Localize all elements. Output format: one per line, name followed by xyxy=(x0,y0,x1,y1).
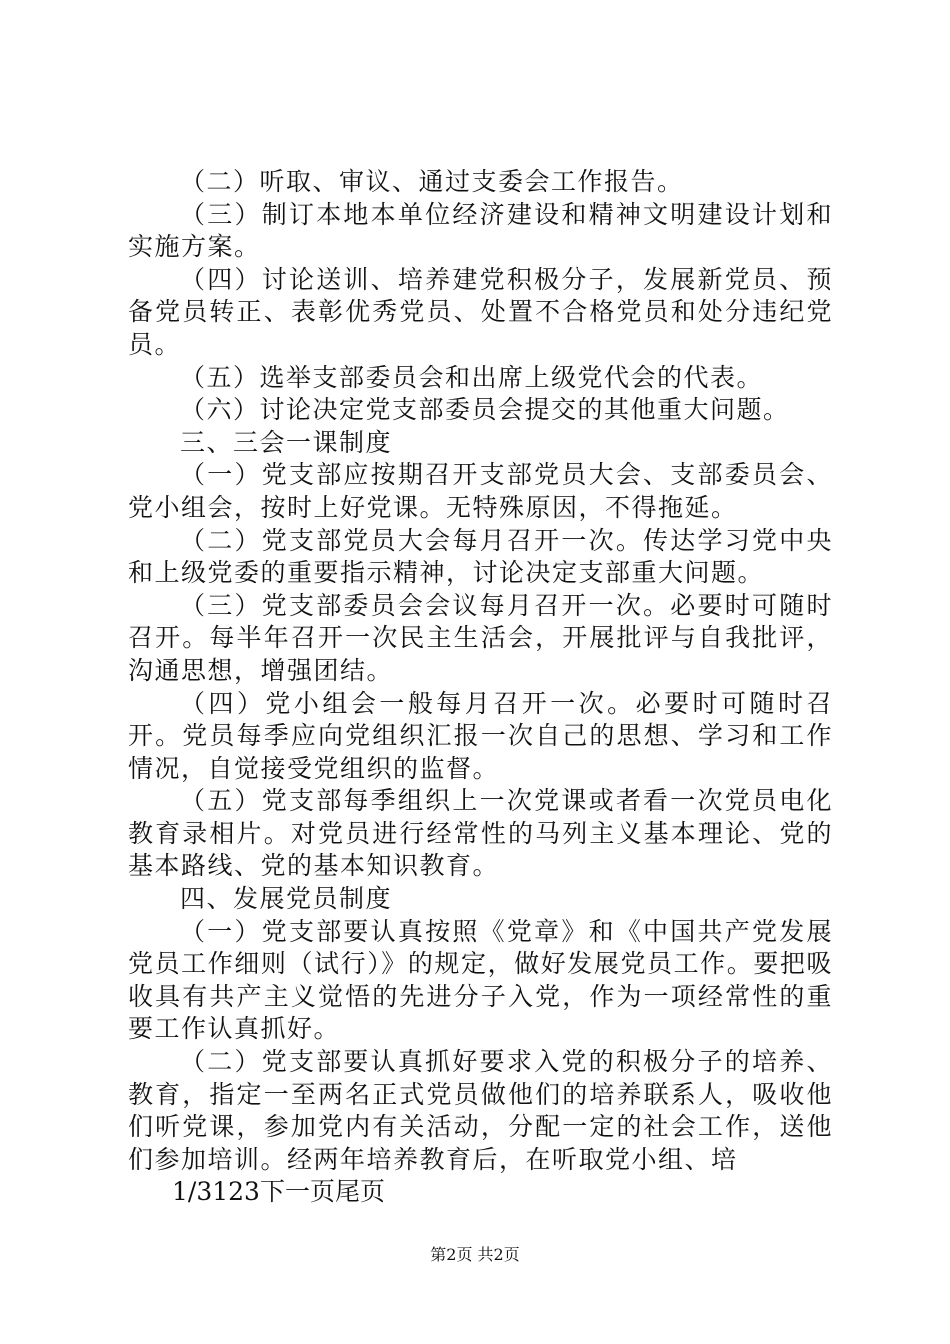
paragraph: （一）党支部应按期召开支部党员大会、支部委员会、党小组会，按时上好党课。无特殊原因，不得拖延。 xyxy=(128,460,833,522)
section-heading: 三、三会一课制度 xyxy=(180,427,393,457)
paragraph: （三）制订本地本单位经济建设和精神文明建设计划和实施方案。 xyxy=(128,199,833,262)
paragraph: （二）党支部要认真抓好要求入党的积极分子的培养、教育，指定一至两名正式党员做他们的培养联系人，吸收他们听党课，参加党内有关活动，分配一定的社会工作，送他们参加培训。经两年培养教育后，在听取党小组、培 xyxy=(128,1047,833,1174)
paragraph: （五）选举支部委员会和出席上级党代会的代表。 xyxy=(180,362,764,392)
paragraph: （五）党支部每季组织上一次党课或者看一次党员电化教育录相片。对党员进行经常性的马列主义基本理论、党的基本路线、党的基本知识教育。 xyxy=(128,786,833,881)
document-body xyxy=(128,166,833,1209)
paragraph: （三）党支部委员会会议每月召开一次。必要时可随时召开。每半年召开一次民主生活会，开展批评与自我批评，沟通思想，增强团结。 xyxy=(128,590,833,685)
paragraph: （二）听取、审议、通过支委会工作报告。 xyxy=(180,167,684,196)
pagination-line xyxy=(128,1176,833,1209)
section-heading: 四、发展党员制度 xyxy=(180,884,393,914)
paragraph: （六）讨论决定党支部委员会提交的其他重大问题。 xyxy=(180,395,790,425)
last-page-link[interactable]: 尾页 xyxy=(334,1177,385,1207)
paragraph: （一）党支部要认真按照《党章》和《中国共产党发展党员工作细则（试行）》的规定，做好发展党员工作。要把吸收具有共产主义觉悟的先进分子入党，作为一项经常性的重要工作认真抓好。 xyxy=(128,916,833,1044)
next-page-link[interactable]: 下一页 xyxy=(259,1177,335,1207)
page-count: 1/3123 xyxy=(172,1177,260,1207)
paragraph: （二）党支部党员大会每月召开一次。传达学习党中央和上级党委的重要指示精神，讨论决定支部重大问题。 xyxy=(128,525,833,588)
paragraph: （四）党小组会一般每月召开一次。必要时可随时召开。党员每季应向党组织汇报一次自己的思想、学习和工作情况，自觉接受党组织的监督。 xyxy=(128,688,833,783)
paragraph: （四）讨论送训、培养建党积极分子，发展新党员、预备党员转正、表彰优秀党员、处置不合格党员和处分违纪党员。 xyxy=(128,264,833,359)
page-footer: 第2页 共2页 xyxy=(430,1245,520,1264)
